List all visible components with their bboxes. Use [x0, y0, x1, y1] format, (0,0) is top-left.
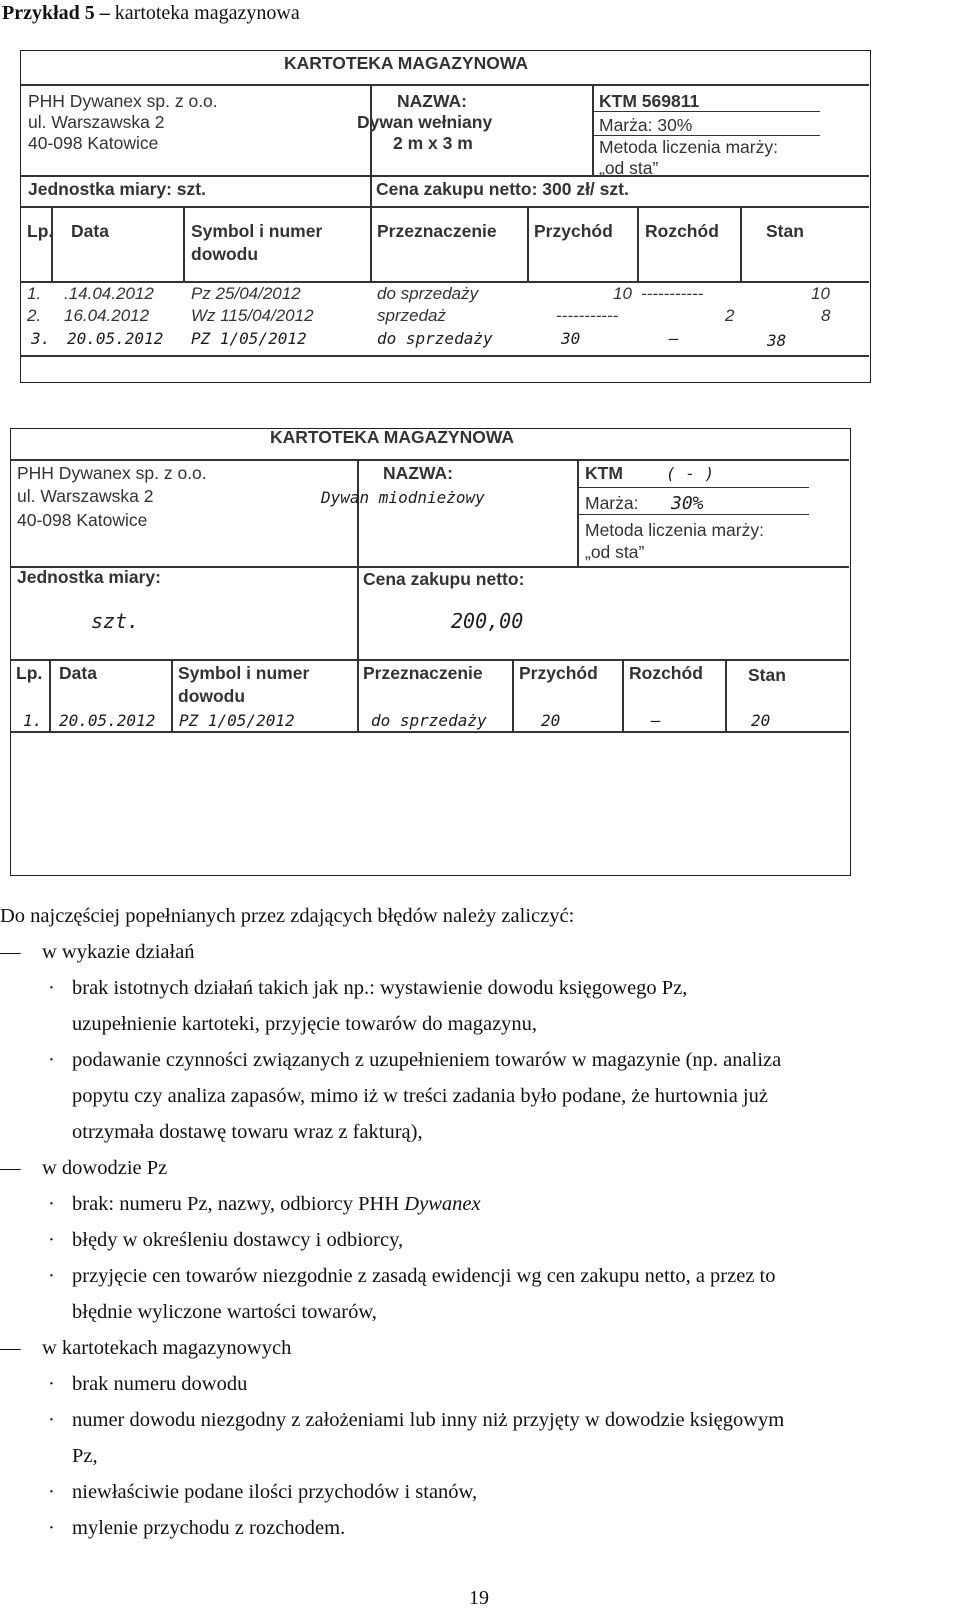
name-value-1: Dywan wełniany — [357, 112, 493, 132]
unit-of-measure: Jednostka miary: szt. — [28, 179, 206, 199]
col-lp: Lp. — [16, 663, 43, 683]
list-item: · niewłaściwie podane ilości przychodów i stanów, — [48, 1481, 478, 1503]
company-street: ul. Warszawska 2 — [17, 486, 154, 506]
list-item: · brak istotnych działań takich jak np.: wystawienie dowodu księgowego Pz, — [48, 977, 688, 999]
intro-text: Do najczęściej popełnianych przez zdających błędów należy zaliczyć: — [0, 905, 575, 927]
col-symbol: Symbol i numer — [191, 221, 323, 241]
ktm-code: KTM 569811 — [599, 91, 700, 111]
list-item: · brak: numeru Pz, nazwy, odbiorcy PHH Dywanex — [48, 1193, 481, 1215]
list-item-cont: uzupełnienie kartoteki, przyjęcie towarów do magazynu, — [72, 1013, 538, 1035]
list-item: · brak numeru dowodu — [48, 1373, 248, 1395]
card-title: KARTOTEKA MAGAZYNOWA — [284, 53, 529, 73]
section-activities: — w wykazie działań — [0, 941, 195, 963]
col-symbol: Symbol i numer — [178, 663, 310, 683]
company-city: 40-098 Katowice — [28, 133, 159, 153]
margin-method-value: „od sta” — [585, 542, 645, 562]
list-item: · podawanie czynności związanych z uzupełnieniem towarów w magazynie (np. analiza — [48, 1049, 782, 1071]
margin-value: 30% — [671, 493, 704, 514]
margin-method-value: „od sta” — [599, 158, 659, 178]
net-price-value: 200,00 — [451, 609, 524, 633]
example-heading: Przykład 5 – kartoteka magazynowa — [2, 2, 300, 24]
list-item-cont: Pz, — [72, 1445, 98, 1467]
col-symbol-2: dowodu — [191, 244, 259, 264]
company-name: PHH Dywanex sp. z o.o. — [17, 463, 207, 483]
col-przeznaczenie: Przeznaczenie — [363, 663, 483, 683]
net-price-label: Cena zakupu netto: — [363, 569, 525, 589]
col-przychod: Przychód — [534, 221, 613, 241]
company-street: ul. Warszawska 2 — [28, 112, 165, 132]
list-item: · numer dowodu niezgodny z założeniami lub inny niż przyjęty w dowodzie księgowym — [48, 1409, 785, 1431]
unit-label: Jednostka miary: — [17, 567, 161, 587]
ktm-label: KTM — [585, 463, 623, 483]
company-name: PHH Dywanex sp. z o.o. — [28, 91, 218, 111]
name-value: Dywan miodnieżowy — [321, 488, 485, 507]
ktm-value: ( - ) — [666, 464, 715, 483]
col-przeznaczenie: Przeznaczenie — [377, 221, 497, 241]
warehouse-card-2: KARTOTEKA MAGAZYNOWA PHH Dywanex sp. z o.o. ul. Warszawska 2 40-098 Katowice NAZWA: Dywan miodnieżowy KTM ( - ) Marża: 30% Metoda liczenia marży: „od sta” Jednostka miary: szt. Cena zakupu netto: 200,00 Lp. Data Symbol i numer dowodu Przeznaczenie Przychód Rozchód Stan 1. 20.05.2012 PZ 1/05/2012 do sprzedaży 20 — 20 — [10, 428, 851, 876]
col-symbol-2: dowodu — [178, 686, 246, 706]
list-item-cont: otrzymała dostawę towaru wraz z fakturą), — [72, 1121, 423, 1143]
section-pz: — w dowodzie Pz — [0, 1157, 168, 1179]
col-przychod: Przychód — [519, 663, 598, 683]
col-data: Data — [71, 221, 109, 241]
col-rozchod: Rozchód — [629, 663, 703, 683]
list-item: · przyjęcie cen towarów niezgodnie z zasadą ewidencji wg cen zakupu netto, a przez to — [48, 1265, 776, 1287]
col-rozchod: Rozchód — [645, 221, 719, 241]
company-city: 40-098 Katowice — [17, 510, 148, 530]
list-item-cont: popytu czy analiza zapasów, mimo iż w treści zadania było podane, że hurtownia już — [72, 1085, 768, 1107]
warehouse-card-1: KARTOTEKA MAGAZYNOWA PHH Dywanex sp. z o.o. ul. Warszawska 2 40-098 Katowice NAZWA: Dywan wełniany 2 m x 3 m KTM 569811 Marża: 30% Metoda liczenia marży: „od sta” Jednostka miary: szt. Cena zakupu netto: 300 zł/ szt. Lp. Data Symbol i numer dowodu Przeznaczenie Przychód Rozchód Stan 1. .14.04.2012 Pz 25/04/2012 do sprzedaży 10 ----------- 10 2. 16.04.2012 Wz 115/04/2012 sprzedaż ----------- 2 8 3. 20.05.2012 PZ 1/05/2012 do sprzedaży 30 — 38 — [20, 50, 871, 383]
margin: Marża: 30% — [599, 115, 693, 135]
list-item: · mylenie przychodu z rozchodem. — [48, 1517, 346, 1539]
page-number: 19 — [469, 1587, 489, 1609]
name-label: NAZWA: — [383, 463, 453, 483]
name-label: NAZWA: — [397, 91, 467, 111]
margin-method-label: Metoda liczenia marży: — [585, 520, 764, 540]
section-cards: — w kartotekach magazynowych — [0, 1337, 292, 1359]
name-value-2: 2 m x 3 m — [393, 133, 473, 153]
col-stan: Stan — [748, 665, 786, 685]
unit-value: szt. — [91, 609, 140, 633]
card-title: KARTOTEKA MAGAZYNOWA — [270, 427, 515, 447]
list-item-cont: błędnie wyliczone wartości towarów, — [72, 1301, 377, 1323]
col-stan: Stan — [766, 221, 804, 241]
net-purchase-price: Cena zakupu netto: 300 zł/ szt. — [376, 179, 629, 199]
margin-label: Marża: — [585, 493, 639, 513]
col-data: Data — [59, 663, 97, 683]
margin-method-label: Metoda liczenia marży: — [599, 137, 778, 157]
list-item: · błędy w określeniu dostawcy i odbiorcy, — [48, 1229, 404, 1251]
col-lp: Lp. — [27, 221, 54, 241]
